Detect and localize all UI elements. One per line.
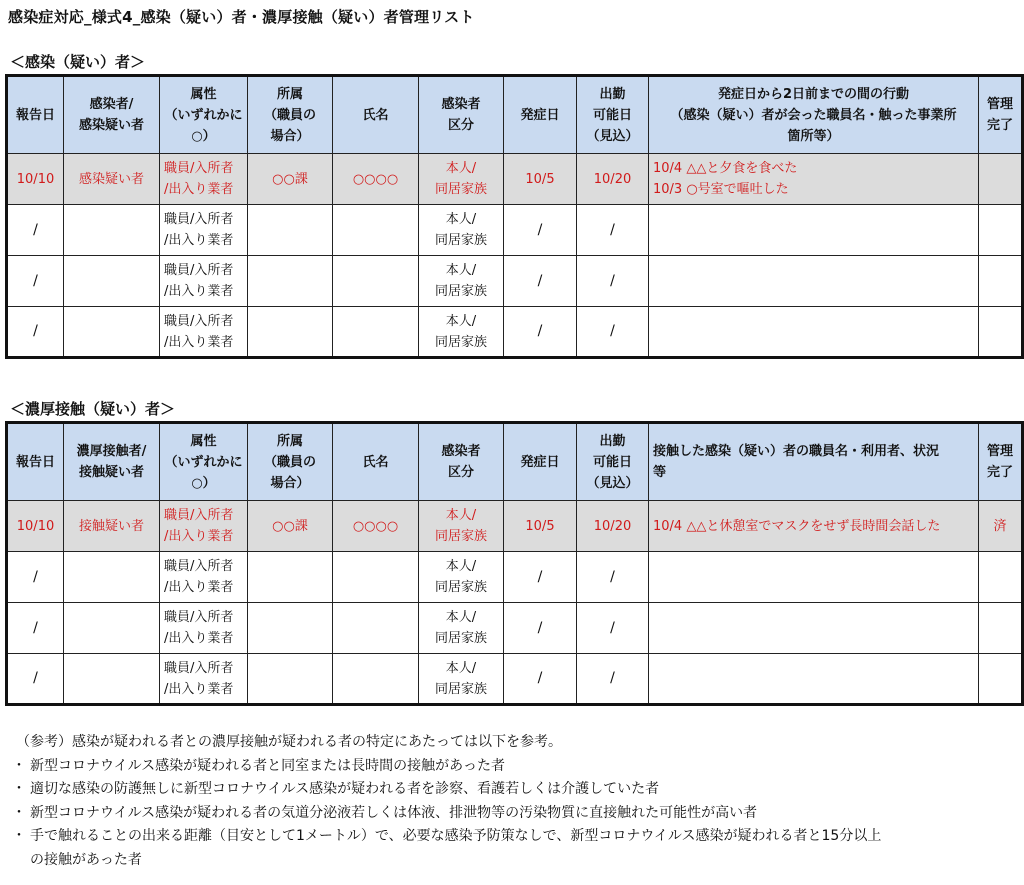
cell-onset-date[interactable]: / [504,205,577,256]
cell-completed[interactable] [979,154,1023,205]
cell-contact-type[interactable]: 接触疑い者 [64,501,160,552]
header-contact-type: 濃厚接触者/ 接触疑い者 [64,423,160,501]
cell-return-date[interactable]: / [577,307,649,358]
cell-name[interactable]: ○○○○ [333,501,419,552]
bullet-icon: ・ [12,781,26,797]
header-attribute: 属性 （いずれかに ○） [160,76,248,154]
cell-return-date[interactable]: / [577,552,649,603]
cell-attribute[interactable]: 職員/入所者 /出入り業者 [160,654,248,705]
infected-table [5,74,1024,359]
cell-name[interactable] [333,307,419,358]
contact-section-title: ＜濃厚接触（疑い）者＞ [10,400,176,418]
header-attribute: 属性 （いずれかに ○） [160,423,248,501]
header-completed: 管理 完了 [979,423,1023,501]
table-row [7,307,1023,358]
cell-report-date[interactable]: 10/10 [7,154,64,205]
contact-table [5,421,1024,706]
cell-attribute[interactable]: 職員/入所者 /出入り業者 [160,603,248,654]
note-item [8,755,881,779]
cell-attribute[interactable]: 職員/入所者 /出入り業者 [160,154,248,205]
cell-department[interactable] [248,307,333,358]
document-title: 感染症対応_様式4_感染（疑い）者・濃厚接触（疑い）者管理リスト [8,8,475,26]
header-category: 感染者 区分 [419,423,504,501]
cell-department[interactable] [248,256,333,307]
cell-activity[interactable] [649,307,979,358]
header-department: 所属 （職員の 場合） [248,76,333,154]
cell-onset-date[interactable]: / [504,307,577,358]
header-completed: 管理 完了 [979,76,1023,154]
cell-report-date[interactable]: / [7,307,64,358]
header-return-date: 出勤 可能日 （見込） [577,76,649,154]
cell-activity[interactable] [649,256,979,307]
header-activity: 発症日から2日前までの間の行動 （感染（疑い）者が会った職員名・触った事業所 箇所等） [649,76,979,154]
table-row [7,654,1023,705]
cell-contact-type[interactable] [64,603,160,654]
table-row [7,256,1023,307]
header-name: 氏名 [333,76,419,154]
cell-contact-type[interactable] [64,552,160,603]
cell-name[interactable] [333,552,419,603]
cell-completed[interactable] [979,654,1023,705]
header-infected-type: 感染者/ 感染疑い者 [64,76,160,154]
cell-report-date[interactable]: 10/10 [7,501,64,552]
cell-category[interactable]: 本人/ 同居家族 [419,256,504,307]
cell-contact-type[interactable] [64,654,160,705]
cell-category[interactable]: 本人/ 同居家族 [419,307,504,358]
cell-attribute[interactable]: 職員/入所者 /出入り業者 [160,501,248,552]
bullet-icon: ・ [12,804,26,821]
header-department: 所属 （職員の 場合） [248,423,333,501]
cell-return-date[interactable]: 10/20 [577,501,649,552]
cell-report-date[interactable]: / [7,654,64,705]
cell-completed[interactable] [979,552,1023,603]
note-item [8,778,881,802]
cell-return-date[interactable]: / [577,256,649,307]
cell-infected-type[interactable]: 感染疑い者 [64,154,160,205]
cell-infected-type[interactable] [64,205,160,256]
cell-department[interactable] [248,552,333,603]
note-text: 新型コロナウイルス感染が疑われる者の気道分泌液若しくは体液、排泄物等の汚染物質に直接触れた可能性が高い者 [30,804,758,821]
note-item [8,825,881,872]
cell-completed[interactable] [979,603,1023,654]
cell-return-date[interactable]: / [577,654,649,705]
cell-completed[interactable] [979,205,1023,256]
header-contact-detail: 接触した感染（疑い）者の職員名・利用者、状況 等 [649,423,979,501]
bullet-icon: ・ [12,757,26,774]
header-onset-date: 発症日 [504,423,577,501]
cell-contact-detail[interactable] [649,603,979,654]
cell-return-date[interactable]: / [577,603,649,654]
cell-department[interactable]: ○○課 [248,501,333,552]
infected-section-title: ＜感染（疑い）者＞ [10,53,146,71]
cell-contact-detail[interactable] [649,654,979,705]
cell-department[interactable]: ○○課 [248,154,333,205]
cell-name[interactable] [333,205,419,256]
notes-intro: （参考）感染が疑われる者との濃厚接触が疑われる者の特定にあたっては以下を参考。 [16,734,562,750]
cell-infected-type[interactable] [64,307,160,358]
table-row [7,501,1023,552]
cell-completed[interactable] [979,256,1023,307]
note-item [8,802,881,826]
cell-onset-date[interactable]: 10/5 [504,501,577,552]
cell-department[interactable] [248,205,333,256]
cell-infected-type[interactable] [64,256,160,307]
note-text: 新型コロナウイルス感染が疑われる者と同室または長時間の接触があった者 [30,757,506,774]
cell-category[interactable]: 本人/ 同居家族 [419,552,504,603]
cell-attribute[interactable]: 職員/入所者 /出入り業者 [160,205,248,256]
header-name: 氏名 [333,423,419,501]
table-row [7,552,1023,603]
cell-attribute[interactable]: 職員/入所者 /出入り業者 [160,552,248,603]
cell-name[interactable] [333,654,419,705]
note-text: 適切な感染の防護無しに新型コロナウイルス感染が疑われる者を診察、看護若しくは介護していた者 [30,781,660,797]
cell-attribute[interactable]: 職員/入所者 /出入り業者 [160,307,248,358]
table-row [7,603,1023,654]
cell-name[interactable]: ○○○○ [333,154,419,205]
cell-return-date[interactable]: 10/20 [577,154,649,205]
header-report-date: 報告日 [7,423,64,501]
cell-category[interactable]: 本人/ 同居家族 [419,501,504,552]
cell-completed[interactable]: 済 [979,501,1023,552]
note-text: 手で触れることの出来る距離（目安として1メートル）で、必要な感染予防策なしで、新型コロナウイルス感染が疑われる者と15分以上 の接触があった者 [30,828,882,868]
header-category: 感染者 区分 [419,76,504,154]
cell-department[interactable] [248,654,333,705]
cell-contact-detail[interactable]: 10/4 △△と休憩室でマスクをせず長時間会話した [649,501,979,552]
cell-onset-date[interactable]: / [504,552,577,603]
cell-onset-date[interactable]: / [504,256,577,307]
cell-category[interactable]: 本人/ 同居家族 [419,603,504,654]
cell-contact-detail[interactable] [649,552,979,603]
reference-notes [8,731,881,872]
cell-department[interactable] [248,603,333,654]
cell-name[interactable] [333,256,419,307]
cell-onset-date[interactable]: / [504,654,577,705]
cell-report-date[interactable]: / [7,552,64,603]
header-return-date: 出勤 可能日 （見込） [577,423,649,501]
cell-category[interactable]: 本人/ 同居家族 [419,154,504,205]
header-report-date: 報告日 [7,76,64,154]
table-row [7,154,1023,205]
cell-activity[interactable] [649,205,979,256]
cell-completed[interactable] [979,307,1023,358]
bullet-icon: ・ [12,828,26,844]
cell-report-date[interactable]: / [7,256,64,307]
cell-name[interactable] [333,603,419,654]
cell-onset-date[interactable]: / [504,603,577,654]
cell-activity[interactable]: 10/4 △△と夕食を食べた 10/3 ○号室で嘔吐した [649,154,979,205]
cell-attribute[interactable]: 職員/入所者 /出入り業者 [160,256,248,307]
cell-return-date[interactable]: / [577,205,649,256]
cell-onset-date[interactable]: 10/5 [504,154,577,205]
cell-category[interactable]: 本人/ 同居家族 [419,654,504,705]
table-row [7,205,1023,256]
cell-report-date[interactable]: / [7,205,64,256]
header-onset-date: 発症日 [504,76,577,154]
cell-category[interactable]: 本人/ 同居家族 [419,205,504,256]
cell-report-date[interactable]: / [7,603,64,654]
